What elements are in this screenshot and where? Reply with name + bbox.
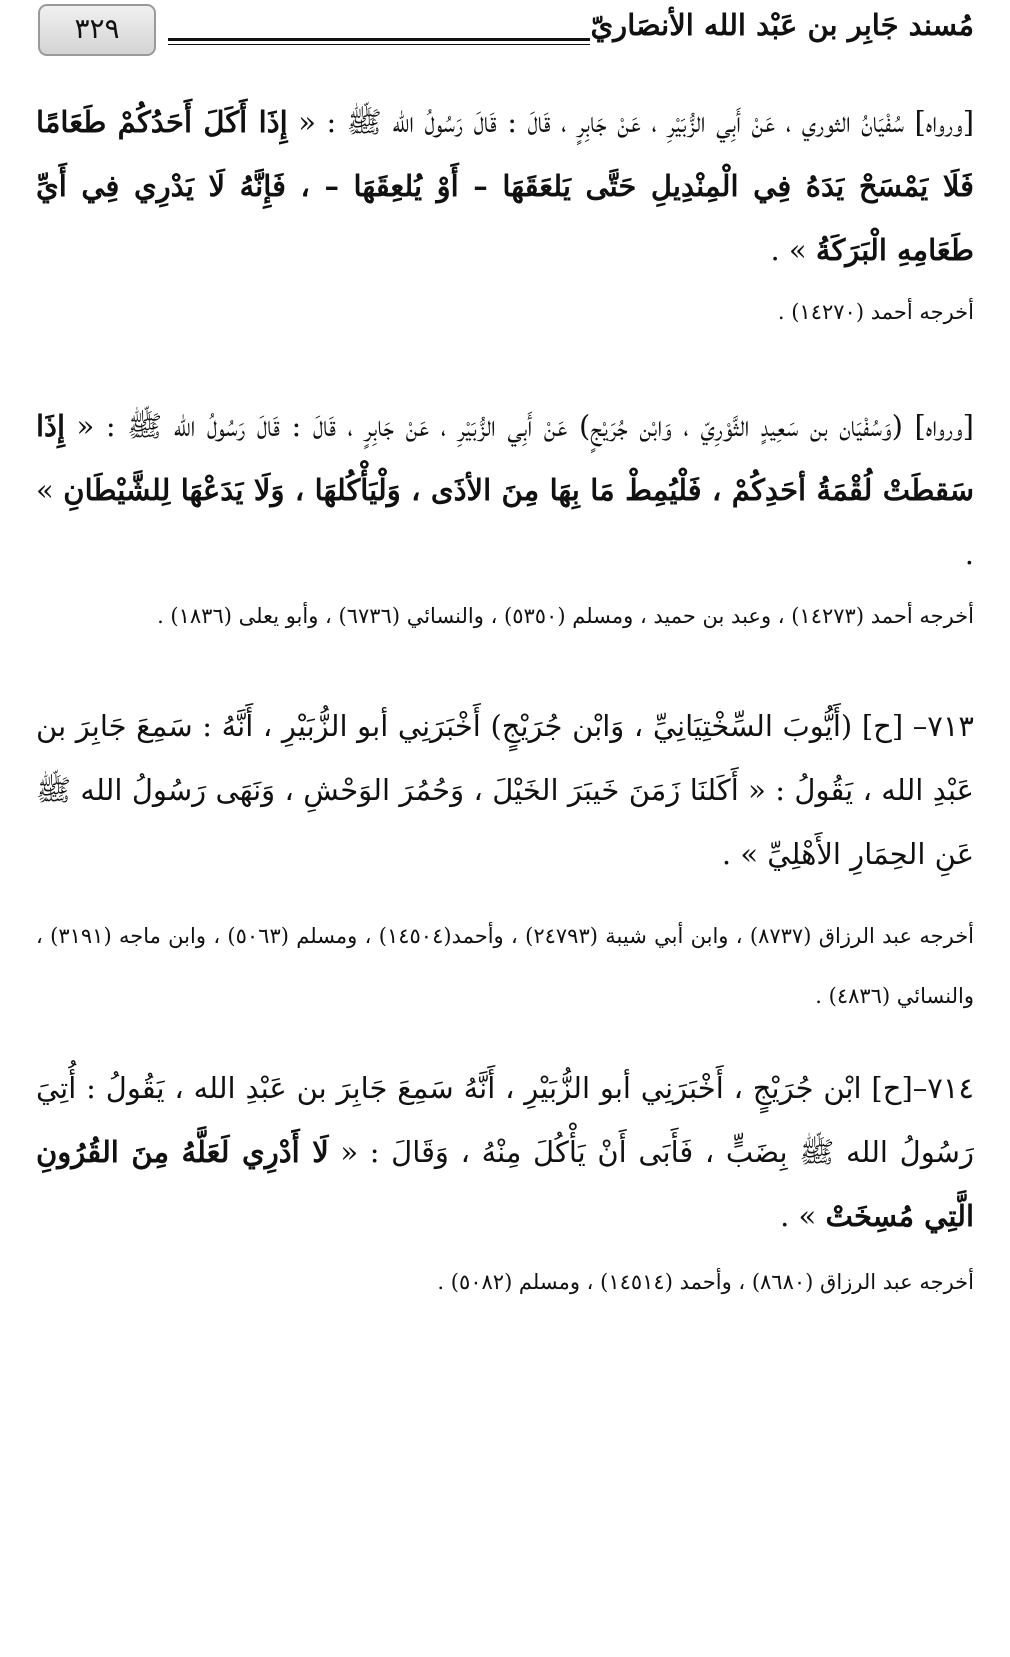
takhrij-note: أخرجه أحمد (١٤٢٧٠) . [777,300,974,324]
running-title: مُسند جَابِر بن عَبْد الله الأنصَاريّ [590,8,974,42]
hadith-entry-713 [36,694,974,1026]
page-header [0,0,1010,70]
hadith-number: ٧١٤– [912,1071,974,1105]
closing-quote: » . [780,1199,826,1233]
hadith-paragraph [36,90,974,282]
hadith-entry-1 [36,90,974,332]
hadith-paragraph [36,394,974,586]
header-rule [168,38,590,45]
page-body [36,90,974,1302]
hadith-number: ٧١٣– [912,709,974,743]
isnad-text: [ورواه] سُفْيَانُ الثوري ، عَنْ أَبِي الزُّبَيْرِ ، عَنْ جَابِرٍ ، قَالَ : قَالَ رَسُولُ الله ﷺ : « [287,105,975,139]
isnad-text: [ح] ابْن جُرَيْجٍ ، أَخْبَرَنِي أبو الزُّبَيْرِ ، أَنَّهُ سَمِعَ جَابِرَ بن عَبْدِ الله ، يَقُولُ : أُتِيَ رَسُولُ الله ﷺ بِضَبٍّ ، فَأَبَى أَنْ يَأْكُلَ مِنْهُ ، وَقَالَ : « [36,1071,974,1169]
hadith-entry-714 [36,1056,974,1302]
page-number: ٣٢٩ [38,4,156,56]
hadith-matn: إِذَا سَقطَتْ لُقْمَةُ أحَدِكُمْ ، فَلْيُمِطْ مَا بِهَا مِنَ الأذَى ، وَلْيَأْكُلهَا ، وَلَا يَدَعْهَا لِلشَّيْطَانِ [36,409,974,507]
closing-quote: » . [36,473,974,571]
hadith-paragraph [36,694,974,886]
takhrij-note: أخرجه أحمد (١٤٢٧٣) ، وعبد بن حميد ، ومسلم (٥٣٥٠) ، والنسائي (٦٧٣٦) ، وأبو يعلى (١٨٣٦) . [157,604,974,628]
takhrij-note: أخرجه عبد الرزاق (٨٦٨٠) ، وأحمد (١٤٥١٤) ، ومسلم (٥٠٨٢) . [437,1270,974,1294]
hadith-paragraph [36,1056,974,1248]
hadith-matn: إِذَا أَكَلَ أَحَدُكُمْ طَعَامًا فَلَا يَمْسَحْ يَدَهُ فِي الْمِنْدِيلِ حَتَّى يَلعَقَهَا – أَوْ يُلعِقَهَا – ، فَإِنَّهُ لَا يَدْرِي فِي أَيِّ طَعَامِهِ الْبَرَكَةُ [36,105,974,267]
hadith-entry-2 [36,394,974,636]
closing-quote: » . [770,233,816,267]
isnad-text: [ورواه] (وَسُفْيَان بن سَعِيدٍ الثَّوْرِيّ ، وَابْن جُرَيْجٍ) عَنْ أَبِي الزُّبَيْرِ ، عَنْ جَابِرٍ ، قَالَ : قَالَ رَسُولُ الله ﷺ : « [65,409,974,443]
hadith-matn: لَا أَدْرِي لَعَلَّهُ مِنَ القُرُونِ الَّتِي مُسِخَتْ [36,1135,974,1233]
takhrij-note: أخرجه عبد الرزاق (٨٧٣٧) ، وابن أبي شيبة (٢٤٧٩٣) ، وأحمد(١٤٥٠٤) ، ومسلم (٥٠٦٣) ، وابن ماجه (٣١٩١) ، والنسائي (٤٨٣٦) . [36,924,975,1008]
hadith-text: [ح] (أَيُّوبَ السِّخْتِيَانِيِّ ، وَابْن جُرَيْجٍ) أَخْبَرَنِي أبو الزُّبَيْرِ ، أَنَّهُ : سَمِعَ جَابِرَ بن عَبْدِ الله ، يَقُولُ : « أَكَلنَا زَمَنَ خَيبَرَ الخَيْلَ ، وَحُمُرَ الوَحْشِ ، وَنَهَى رَسُولُ الله ﷺ عَنِ الحِمَارِ الأَهْلِيِّ » . [36,709,974,871]
